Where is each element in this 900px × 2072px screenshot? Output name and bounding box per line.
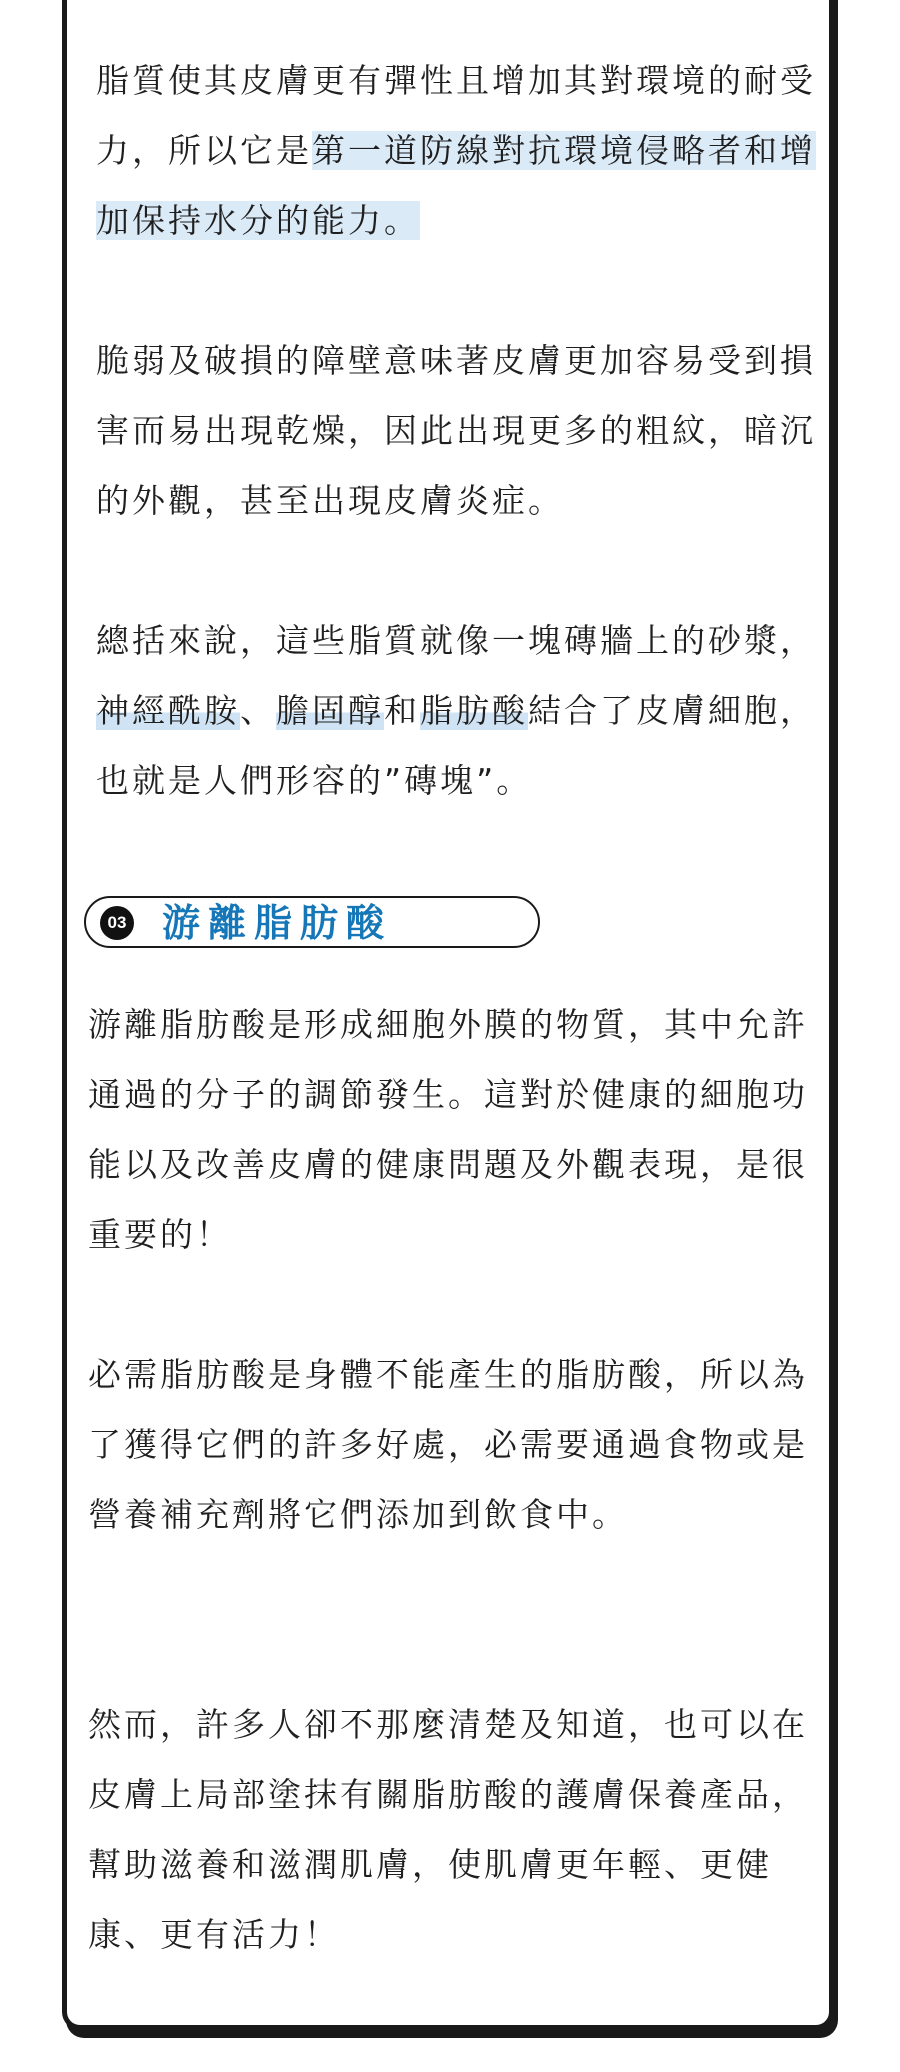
term-fatty-acid: 脂肪酸 bbox=[420, 691, 528, 730]
paragraph-mortar-analogy bbox=[96, 606, 836, 816]
highlighted-text: 第一道防線對抗環境侵略者和增加保持水分的能力。 bbox=[96, 131, 816, 240]
paragraph-barrier-damage: 脆弱及破損的障壁意味著皮膚更加容易受到損害而易出現乾燥，因此出現更多的粗紋，暗沉的外觀，甚至出現皮膚炎症。 bbox=[96, 341, 816, 520]
separator: 和 bbox=[384, 691, 420, 730]
section-number-badge: 03 bbox=[100, 906, 134, 940]
term-cholesterol: 膽固醇 bbox=[276, 691, 384, 730]
paragraph-text: 總括來說，這些脂質就像一塊磚牆上的砂漿， bbox=[96, 621, 816, 660]
paragraph-text: 結合了皮膚細胞，也就是人們形容的”磚塊”。 bbox=[96, 691, 816, 800]
paragraph-topical-application: 然而，許多人卻不那麼清楚及知道，也可以在皮膚上局部塗抹有關脂肪酸的護膚保養產品，幫助滋養和滋潤肌膚，使肌膚更年輕、更健康、更有活力！ bbox=[88, 1705, 808, 1954]
separator: 、 bbox=[240, 691, 276, 730]
paragraph-free-fatty-acids: 游離脂肪酸是形成細胞外膜的物質，其中允許通過的分子的調節發生。這對於健康的細胞功能以及改善皮膚的健康問題及外觀表現，是很重要的！ bbox=[88, 1005, 808, 1254]
section-title: 游離脂肪酸 bbox=[162, 901, 393, 945]
term-ceramide: 神經酰胺 bbox=[96, 691, 240, 730]
paragraph-lipid-elasticity bbox=[96, 46, 836, 256]
paragraph-text: 脂質使其皮膚更有彈性且增加其對環境的耐受力，所以它是 bbox=[96, 61, 816, 170]
section-heading bbox=[84, 896, 540, 948]
paragraph-essential-fatty-acids: 必需脂肪酸是身體不能產生的脂肪酸，所以為了獲得它們的許多好處，必需要通過食物或是營養補充劑將它們添加到飲食中。 bbox=[88, 1355, 808, 1534]
